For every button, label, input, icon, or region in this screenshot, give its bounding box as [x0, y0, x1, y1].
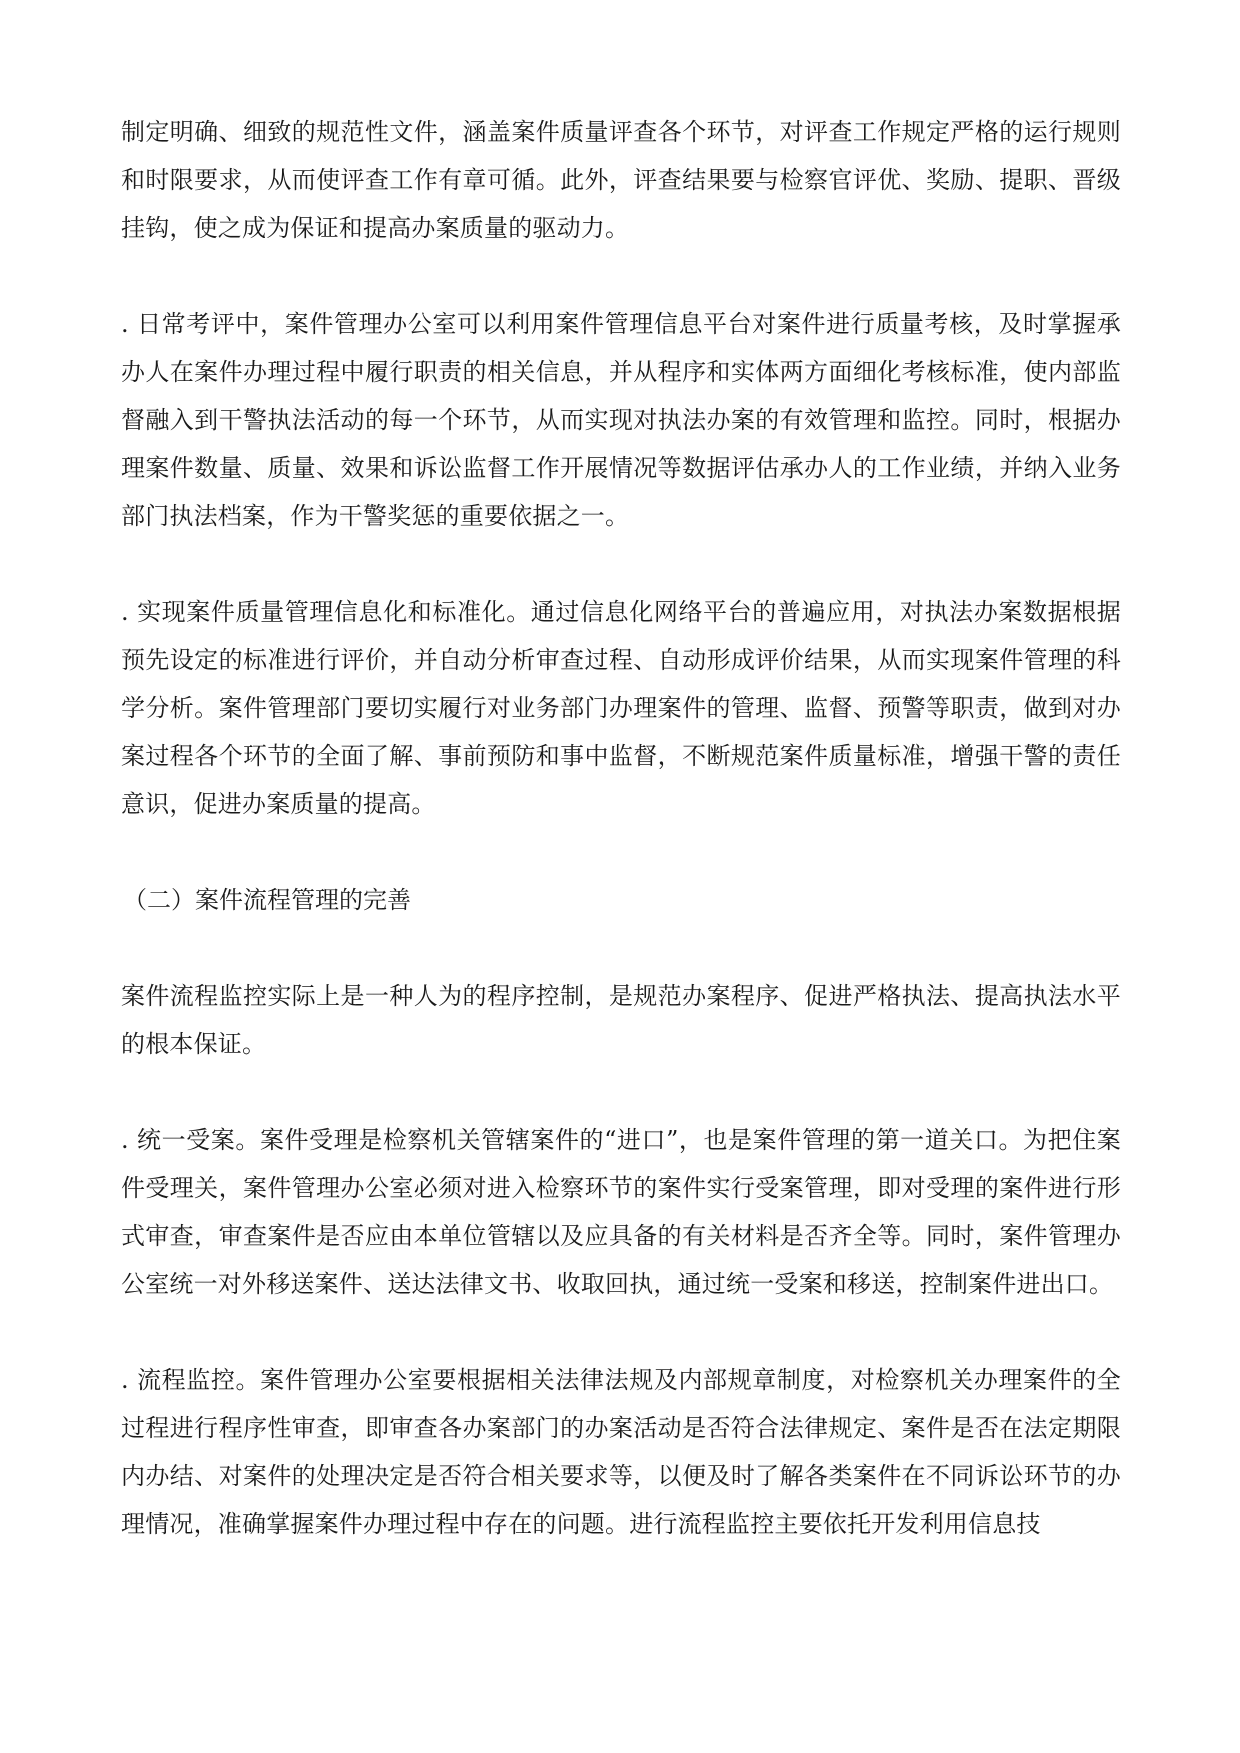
- paragraph-evaluation-rules: 制定明确、细致的规范性文件，涵盖案件质量评查各个环节，对评查工作规定严格的运行规则和时限要求，从而使评查工作有章可循。此外，评查结果要与检察官评优、奖励、提职、晋级挂钩，使之成为保证和提高办案质量的驱动力。: [121, 118, 1121, 242]
- document-body: [121, 108, 1121, 1596]
- section-heading: （二）案件流程管理的完善: [123, 886, 411, 914]
- paragraph-unified-case-acceptance: . 统一受案。案件受理是检察机关管辖案件的“进口”，也是案件管理的第一道关口。为把住案件受理关，案件管理办公室必须对进入检察环节的案件实行受案管理，即对受理的案件进行形式审查，审查案件是否应由本单位管辖以及应具备的有关材料是否齐全等。同时，案件管理办公室统一对外移送案件、送达法律文书、收取回执，通过统一受案和移送，控制案件进出口。: [121, 1126, 1121, 1298]
- paragraph-process-control-intro: 案件流程监控实际上是一种人为的程序控制，是规范办案程序、促进严格执法、提高执法水平的根本保证。: [121, 982, 1121, 1058]
- paragraph-process-monitoring: . 流程监控。案件管理办公室要根据相关法律法规及内部规章制度，对检察机关办理案件的全过程进行程序性审查，即审查各办案部门的办案活动是否符合法律规定、案件是否在法定期限内办结、对案件的处理决定是否符合相关要求等，以便及时了解各类案件在不同诉讼环节的办理情况，准确掌握案件办理过程中存在的问题。进行流程监控主要依托开发利用信息技: [121, 1366, 1121, 1538]
- paragraph-daily-assessment: . 日常考评中，案件管理办公室可以利用案件管理信息平台对案件进行质量考核，及时掌握承办人在案件办理过程中履行职责的相关信息，并从程序和实体两方面细化考核标准，使内部监督融入到干警执法活动的每一个环节，从而实现对执法办案的有效管理和监控。同时，根据办理案件数量、质量、效果和诉讼监督工作开展情况等数据评估承办人的工作业绩，并纳入业务部门执法档案，作为干警奖惩的重要依据之一。: [121, 310, 1121, 530]
- paragraph-informatization: . 实现案件质量管理信息化和标准化。通过信息化网络平台的普遍应用，对执法办案数据根据预先设定的标准进行评价，并自动分析审查过程、自动形成评价结果，从而实现案件管理的科学分析。案件管理部门要切实履行对业务部门办理案件的管理、监督、预警等职责，做到对办案过程各个环节的全面了解、事前预防和事中监督，不断规范案件质量标准，增强干警的责任意识，促进办案质量的提高。: [121, 598, 1121, 818]
